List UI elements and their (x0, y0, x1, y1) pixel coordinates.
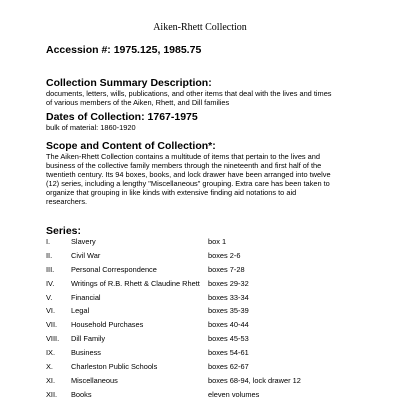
series-heading: Series: (46, 225, 82, 237)
series-title: Miscellaneous (71, 375, 118, 385)
series-number: VIII. (46, 334, 60, 344)
series-extent: boxes 40-44 (208, 320, 249, 330)
series-title: Slavery (71, 237, 96, 246)
document-title: Aiken-Rhett Collection (153, 22, 247, 33)
series-extent: boxes 62-67 (208, 362, 249, 372)
series-title: Legal (71, 306, 90, 316)
series-title: Books (71, 389, 92, 399)
series-row (46, 320, 346, 334)
series-title: Personal Correspondence (71, 264, 157, 274)
series-title: Household Purchases (71, 320, 144, 330)
series-row (46, 334, 346, 348)
series-extent: boxes 29-32 (208, 278, 249, 288)
series-row (46, 376, 346, 390)
scope-section (46, 140, 366, 206)
accession-heading: Accession #: 1975.125, 1985.75 (46, 44, 202, 56)
series-row (46, 293, 346, 307)
series-number: IX. (46, 348, 56, 358)
series-number: XI. (46, 375, 56, 385)
series-extent: boxes 45-53 (208, 334, 249, 344)
series-extent: boxes 33-34 (208, 292, 249, 302)
scope-line: twentieth century. Its 94 boxes, books, and lock drawer have been arranged into twelve (46, 170, 331, 179)
series-extent: boxes 54-61 (208, 348, 249, 358)
series-extent: boxes 35-39 (208, 306, 249, 316)
series-number: VII. (46, 320, 58, 330)
series-title: Civil War (71, 250, 101, 260)
series-section (46, 225, 366, 237)
series-list (46, 237, 346, 404)
dates-heading: Dates of Collection: 1767-1975 (46, 111, 198, 123)
scope-line: researchers. (46, 197, 88, 206)
series-extent: box 1 (208, 237, 227, 246)
series-extent: boxes 2-6 (208, 250, 241, 260)
series-number: V. (46, 292, 53, 302)
series-row (46, 279, 346, 293)
series-title: Financial (71, 292, 101, 302)
series-number: X. (46, 362, 53, 372)
scope-line: (12) series, including a lengthy "Miscellaneous" grouping. Extra care has been taken to (46, 179, 330, 188)
series-row (46, 348, 346, 362)
series-title: Writings of R.B. Rhett & Claudine Rhett (71, 278, 200, 288)
series-row (46, 251, 346, 265)
series-title: Charleston Public Schools (71, 362, 158, 372)
series-row (46, 306, 346, 320)
series-title: Business (71, 348, 101, 358)
series-row (46, 237, 346, 251)
scope-line: business of the collective family members through the nineteenth and first half of the (46, 161, 322, 170)
summary-text (46, 89, 366, 107)
scope-line: organize that grouping in like kinds with extensive finding aid notations to aid (46, 188, 297, 197)
summary-section (46, 77, 366, 107)
series-row (46, 390, 346, 404)
series-number: XII. (46, 389, 58, 399)
scope-text (46, 152, 366, 206)
series-row (46, 265, 346, 279)
series-number: II. (46, 250, 53, 260)
summary-line: of various members of the Aiken, Rhett, and Dill families (46, 98, 230, 107)
series-number: VI. (46, 306, 56, 316)
scope-line: The Aiken-Rhett Collection contains a multitude of items that pertain to the lives and (46, 152, 321, 161)
series-extent: eleven volumes (208, 389, 260, 399)
series-row (46, 362, 346, 376)
bulk-dates-text: bulk of material: 1860-1920 (46, 123, 136, 132)
series-number: I. (46, 237, 51, 246)
scope-heading: Scope and Content of Collection*: (46, 140, 216, 152)
series-number: III. (46, 264, 55, 274)
summary-line: documents, letters, wills, publications, and other items that deal with the lives and times (46, 89, 332, 98)
dates-section (46, 111, 366, 132)
series-title: Dill Family (71, 334, 106, 344)
summary-heading: Collection Summary Description: (46, 77, 212, 89)
series-extent: boxes 68-94, lock drawer 12 (208, 375, 301, 385)
series-number: IV. (46, 278, 55, 288)
series-extent: boxes 7-28 (208, 264, 245, 274)
